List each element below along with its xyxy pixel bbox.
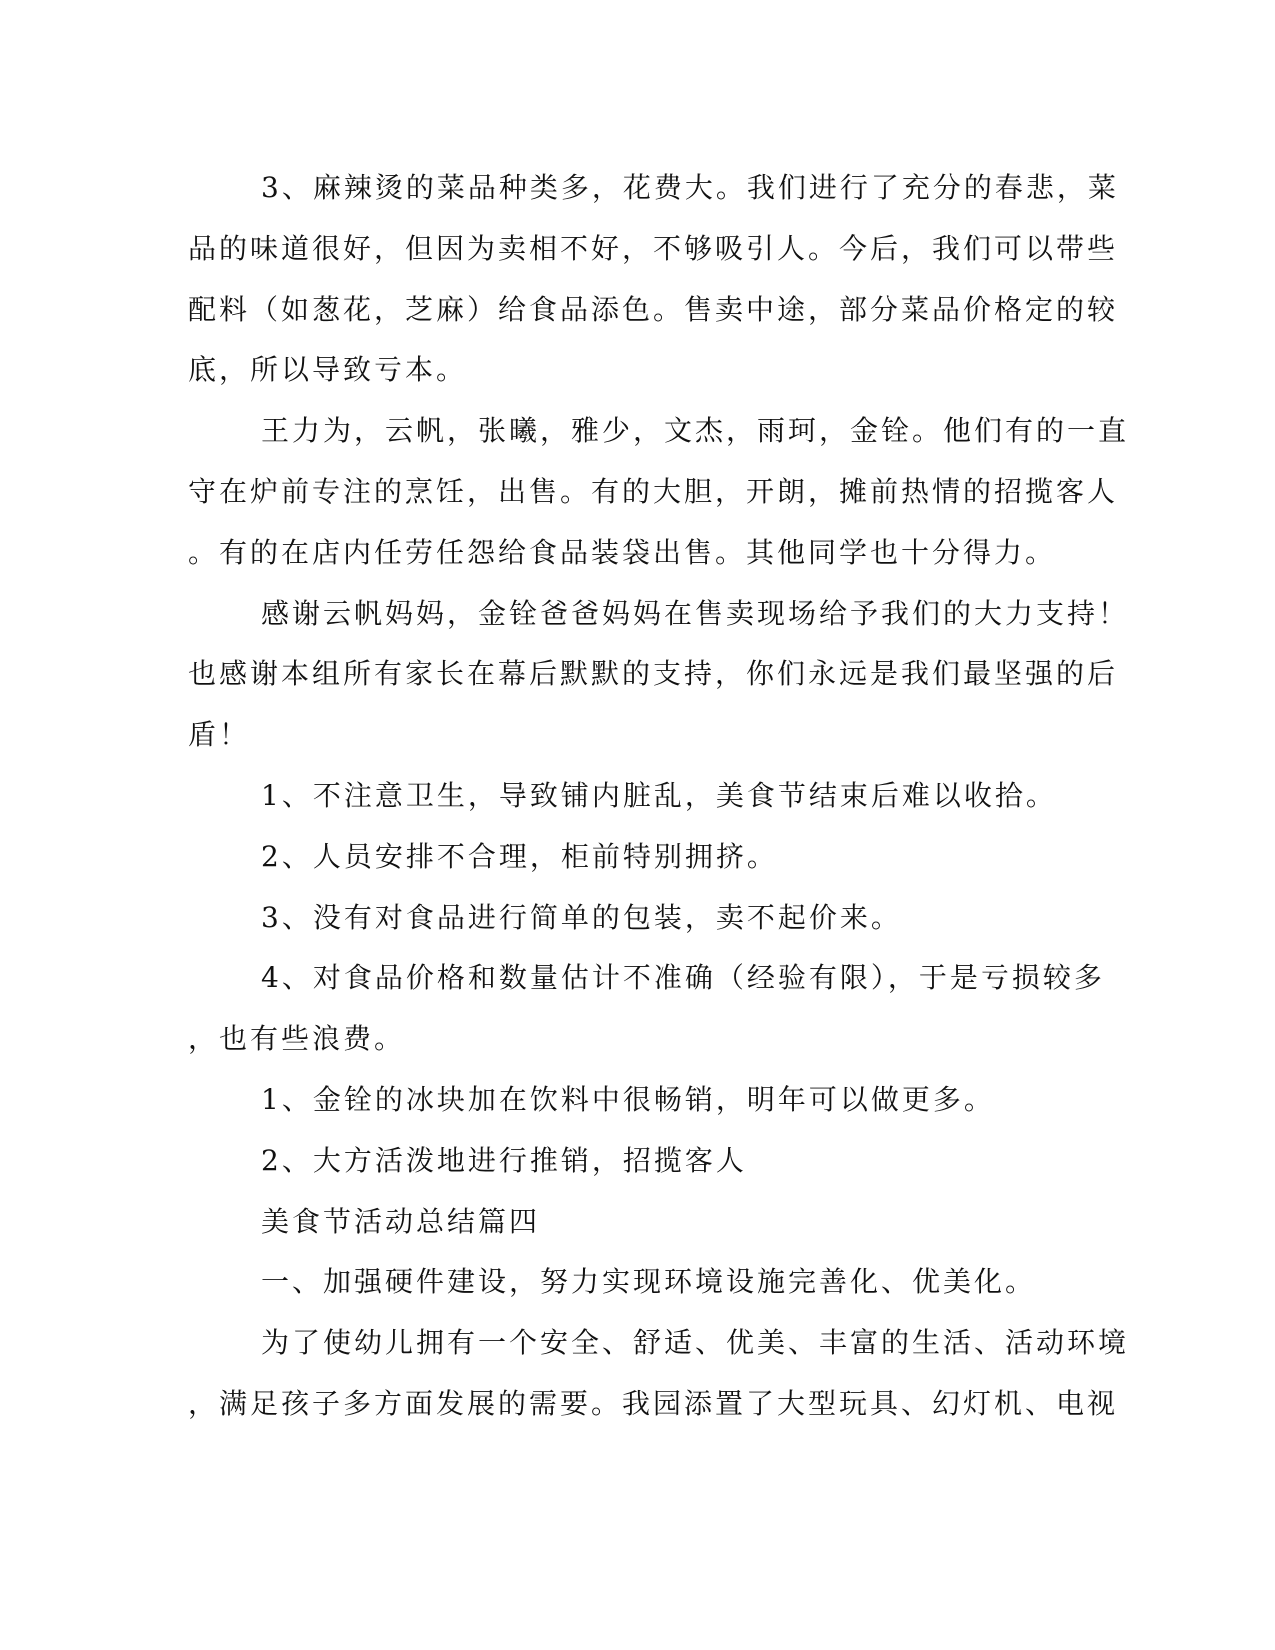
text-line: 一、加强硬件建设，努力实现环境设施完善化、优美化。 — [261, 1265, 1037, 1299]
text-line: 为了使幼儿拥有一个安全、舒适、优美、丰富的生活、活动环境 — [261, 1326, 1130, 1360]
text-line: 3、没有对食品进行简单的包装，卖不起价来。 — [261, 900, 902, 934]
text-line: 。有的在店内任劳任怨给食品装袋出售。其他同学也十分得力。 — [188, 535, 1057, 569]
text-line: 美食节活动总结篇四 — [261, 1204, 541, 1238]
text-line: 守在炉前专注的烹饪，出售。有的大胆，开朗，摊前热情的招揽客人 — [188, 474, 1119, 508]
text-line: 底，所以导致亏本。 — [188, 353, 468, 387]
text-line: 盾！ — [188, 718, 251, 752]
text-line: 2、大方活泼地进行推销，招揽客人 — [261, 1143, 747, 1177]
text-line: 2、人员安排不合理，柜前特别拥挤。 — [261, 839, 778, 873]
text-line: ，满足孩子多方面发展的需要。我园添置了大型玩具、幻灯机、电视 — [188, 1386, 1119, 1420]
text-line: ，也有些浪费。 — [188, 1022, 406, 1056]
text-line: 4、对食品价格和数量估计不准确（经验有限），于是亏损较多 — [261, 961, 1105, 995]
text-line: 品的味道很好，但因为卖相不好，不够吸引人。今后，我们可以带些 — [188, 231, 1119, 265]
text-line: 配料（如葱花，芝麻）给食品添色。售卖中途，部分菜品价格定的较 — [188, 292, 1119, 326]
text-line: 3、麻辣烫的菜品种类多，花费大。我们进行了充分的春悲，菜 — [261, 171, 1119, 204]
text-line: 王力为，云帆，张曦，雅少，文杰，雨珂，金铨。他们有的一直 — [261, 414, 1130, 448]
document-body — [188, 158, 1130, 1435]
text-line: 感谢云帆妈妈，金铨爸爸妈妈在售卖现场给予我们的大力支持！ — [261, 596, 1130, 630]
text-line: 1、金铨的冰块加在饮料中很畅销，明年可以做更多。 — [261, 1082, 995, 1116]
text-line: 也感谢本组所有家长在幕后默默的支持，你们永远是我们最坚强的后 — [188, 657, 1119, 691]
text-line: 1、不注意卫生，导致铺内脏乱，美食节结束后难以收拾。 — [261, 778, 1057, 812]
